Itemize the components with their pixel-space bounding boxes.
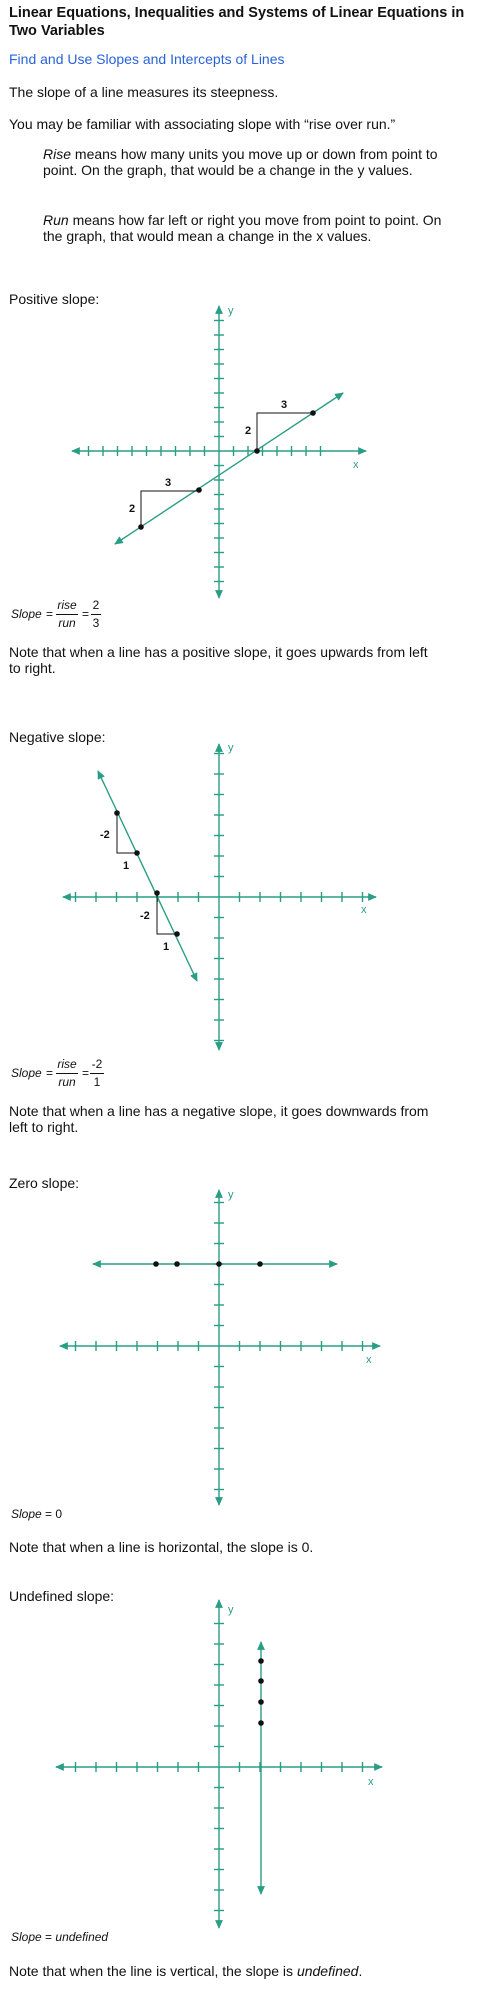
point [154,890,160,896]
value-denominator: 1 [93,1075,101,1089]
point [114,810,120,816]
fraction-denominator: run [58,1075,76,1089]
y-axis-label: y [228,1604,234,1616]
equals-sign: = [45,1930,56,1944]
zero-slope-note: Note that when a line is horizontal, the slope is 0. [9,1539,314,1555]
slope-value: 0 [55,1507,63,1521]
run-term: Run [43,212,69,228]
rise-label: 2 [129,503,136,515]
y-axis-label: y [228,305,234,317]
point [254,448,260,454]
point [258,1678,264,1684]
rise-label: 2 [245,425,252,437]
point [174,1261,180,1267]
slope-label: Slope [11,1507,42,1521]
slope-formula [11,1066,42,1080]
slope-label: Slope [11,1066,42,1080]
intro-paragraph-2: You may be familiar with associating slope with “rise over run.” [9,116,396,132]
slope-triangle-2 [157,893,177,934]
value-numerator: -2 [91,1057,103,1071]
point [258,1658,264,1664]
slope-formula [11,607,42,621]
x-axis-label: x [353,459,359,471]
run-label: 1 [163,941,170,953]
zero-slope-graph [60,1189,380,1505]
slope-label: Slope [11,1930,42,1944]
point [134,850,140,856]
note-end: . [358,1963,363,1979]
rise-label: -2 [100,829,110,841]
slope-value: undefined [55,1930,109,1944]
equals-sign: = [46,607,54,621]
point [258,1720,264,1726]
topic-link[interactable]: Find and Use Slopes and Intercepts of Lines [9,51,285,67]
zero-slope-heading: Zero slope: [9,1175,80,1191]
value-numerator: 2 [92,598,100,612]
rise-label: -2 [140,910,150,922]
equals-sign: = [82,607,90,621]
point [216,1261,222,1267]
point [258,1699,264,1705]
positive-slope-note: Note that when a line has a positive slope, it goes upwards from left to right. [9,644,428,676]
point [196,487,202,493]
note-text: Note that when the line is vertical, the slope is [9,1963,297,1979]
y-axis-label: y [228,1189,234,1201]
x-axis-label: x [368,1776,374,1788]
undefined-slope-note [9,1963,362,1979]
page-title: Linear Equations, Inequalities and Systems of Linear Equations in Two Variables [9,5,465,39]
slope-label: Slope [11,607,42,621]
equals-sign: = [82,1066,90,1080]
equals-sign: = [45,1507,56,1521]
point [153,1261,159,1267]
positive-slope-graph [72,305,366,598]
value-denominator: 3 [92,616,100,630]
fraction-denominator: run [58,616,76,630]
run-text: means how far left or right you move from point to point. On the graph, that would mean a change in the x values. [43,212,442,244]
run-label: 3 [281,399,288,411]
x-axis-label: x [361,904,367,916]
fraction-numerator: rise [57,1057,77,1071]
rise-text: means how many units you move up or down from point to point. On the graph, that would be a change in the y values. [43,146,438,178]
slope-formula [11,1930,108,1944]
negative-slope-heading: Negative slope: [9,729,106,745]
undefined-slope-graph [56,1600,382,1928]
positive-slope-heading: Positive slope: [9,291,100,307]
fraction-numerator: rise [57,598,77,612]
fraction-bar [56,614,78,615]
point [310,410,316,416]
point [257,1261,263,1267]
intro-paragraph-1: The slope of a line measures its steepness. [9,84,279,100]
y-axis-label: y [228,742,234,754]
positive-slope-line [115,393,343,544]
equals-sign: = [46,1066,54,1080]
undefined-slope-heading: Undefined slope: [9,1588,115,1604]
fraction-bar [91,614,101,615]
slope-formula [11,1507,62,1521]
run-label: 3 [165,477,172,489]
run-label: 1 [123,860,130,872]
negative-slope-graph [63,742,376,1050]
fraction-bar [56,1073,78,1074]
note-emphasis: undefined [296,1963,359,1979]
point [174,931,180,937]
rise-term: Rise [43,146,72,162]
fraction-bar [90,1073,104,1074]
negative-slope-note: Note that when a line has a negative slope, it goes downwards from left to right. [9,1103,429,1135]
point [138,524,144,530]
negative-slope-line [98,771,197,981]
x-axis-label: x [366,1354,372,1366]
